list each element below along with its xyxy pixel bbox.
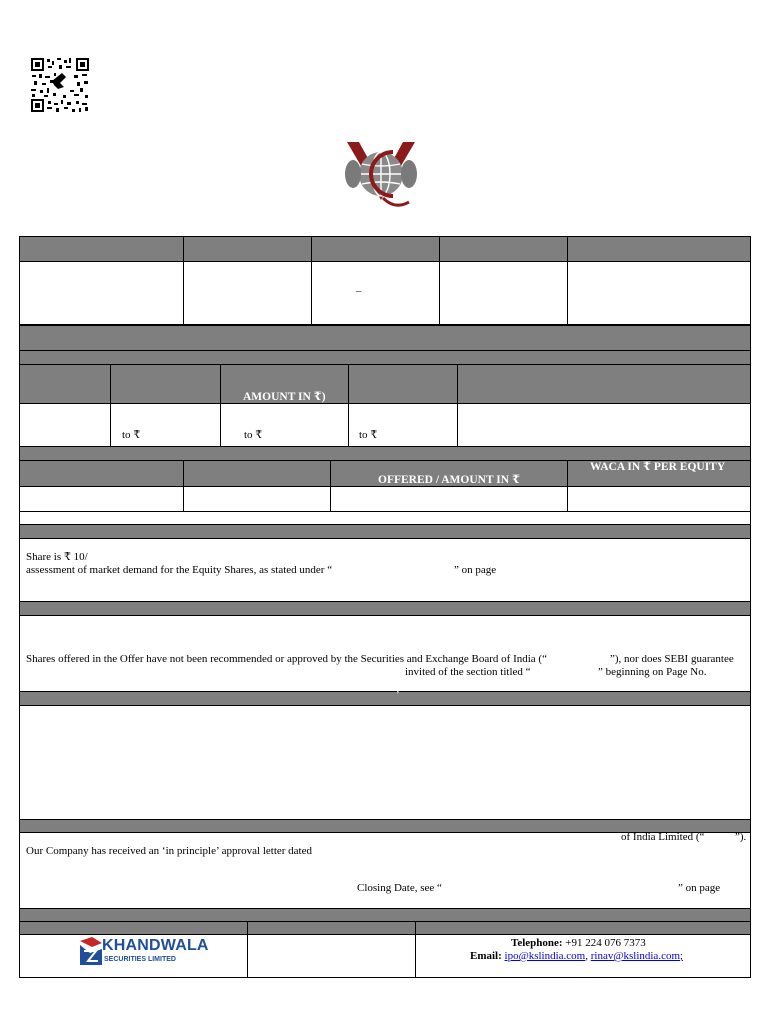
brlm-divider <box>415 921 416 978</box>
table1-dash: – <box>356 285 362 297</box>
table2-col2-header: AMOUNT IN ₹) <box>243 391 326 403</box>
content-box <box>19 705 751 820</box>
table3-col4-header: WACA IN ₹ PER EQUITY <box>590 461 726 473</box>
risk-line1: Share is ₹ 10/ <box>26 551 88 563</box>
khandwala-logo <box>78 935 209 969</box>
telephone-label: Telephone: <box>511 937 563 949</box>
listing-box <box>19 832 751 909</box>
table2-cell: to ₹ <box>244 429 263 441</box>
email-link-ipo[interactable]: ipo@kslindia.com <box>504 950 586 962</box>
telephone-line <box>511 937 646 949</box>
table1-divider <box>439 236 440 325</box>
company-logo <box>343 138 419 212</box>
general-risk-line1: Shares offered in the Offer have not been recommended or approved by the Securities and Exchange Board of India (“ <box>26 653 547 665</box>
brlm-title-bar <box>19 908 751 922</box>
table3-body-row <box>19 486 751 512</box>
table1-body-row <box>19 261 751 325</box>
table1-divider <box>183 236 184 325</box>
table2-divider <box>348 364 349 447</box>
table2-divider <box>110 364 111 447</box>
listing-line3a: Closing Date, see “ <box>357 882 442 894</box>
brlm-divider <box>247 921 248 978</box>
listing-line1: of India Limited (“ <box>621 831 705 843</box>
email-line <box>470 950 683 962</box>
listing-line1b: ”). <box>735 831 747 843</box>
qr-code <box>30 57 90 113</box>
table1-divider <box>311 236 312 325</box>
email-tail: ; <box>680 950 684 962</box>
table1-divider <box>567 236 568 325</box>
table2-cell: to ₹ <box>122 429 141 441</box>
table3-divider <box>567 460 568 512</box>
risk-line2b: ” on page <box>454 564 497 576</box>
khandwala-logo-mark <box>78 935 104 967</box>
risk-line2a: assessment of market demand for the Equity Shares, as stated under “ <box>26 564 333 576</box>
email-label: Email: <box>470 950 502 962</box>
khandwala-logo-sub: SECURITIES LIMITED <box>104 956 176 963</box>
listing-line3b: ” on page <box>678 882 721 894</box>
table2-divider <box>457 364 458 447</box>
table2-cell: to ₹ <box>359 429 378 441</box>
email-separator: , <box>585 950 591 962</box>
brlm-header-row <box>19 921 751 935</box>
section-bar <box>19 350 751 365</box>
table2-divider <box>220 364 221 447</box>
email-link-rinav[interactable]: rinav@kslindia.com <box>590 950 681 962</box>
table1-header-row <box>19 236 751 262</box>
telephone-value: +91 224 076 7373 <box>562 937 646 949</box>
table3-col3-header: OFFERED / AMOUNT IN ₹ <box>378 474 520 486</box>
general-risk-line2a: invited of the section titled “ <box>405 666 531 678</box>
table3-divider <box>183 460 184 512</box>
table2-header-row <box>19 364 751 404</box>
khandwala-logo-main: KHANDWALA <box>102 937 209 954</box>
general-risk-line1b: ”), nor does SEBI guarantee <box>610 653 734 665</box>
risk-section-bar <box>19 524 751 539</box>
listing-line2: Our Company has received an ‘in principle’ approval letter dated <box>26 845 312 857</box>
general-risk-line2b: ” beginning on Page No. <box>598 666 707 678</box>
bar-mark: ’ <box>396 689 400 701</box>
section-bar <box>19 691 751 706</box>
spacer-row <box>19 511 751 525</box>
general-risk-bar <box>19 601 751 616</box>
section-bar <box>19 325 751 351</box>
table3-divider <box>330 460 331 512</box>
